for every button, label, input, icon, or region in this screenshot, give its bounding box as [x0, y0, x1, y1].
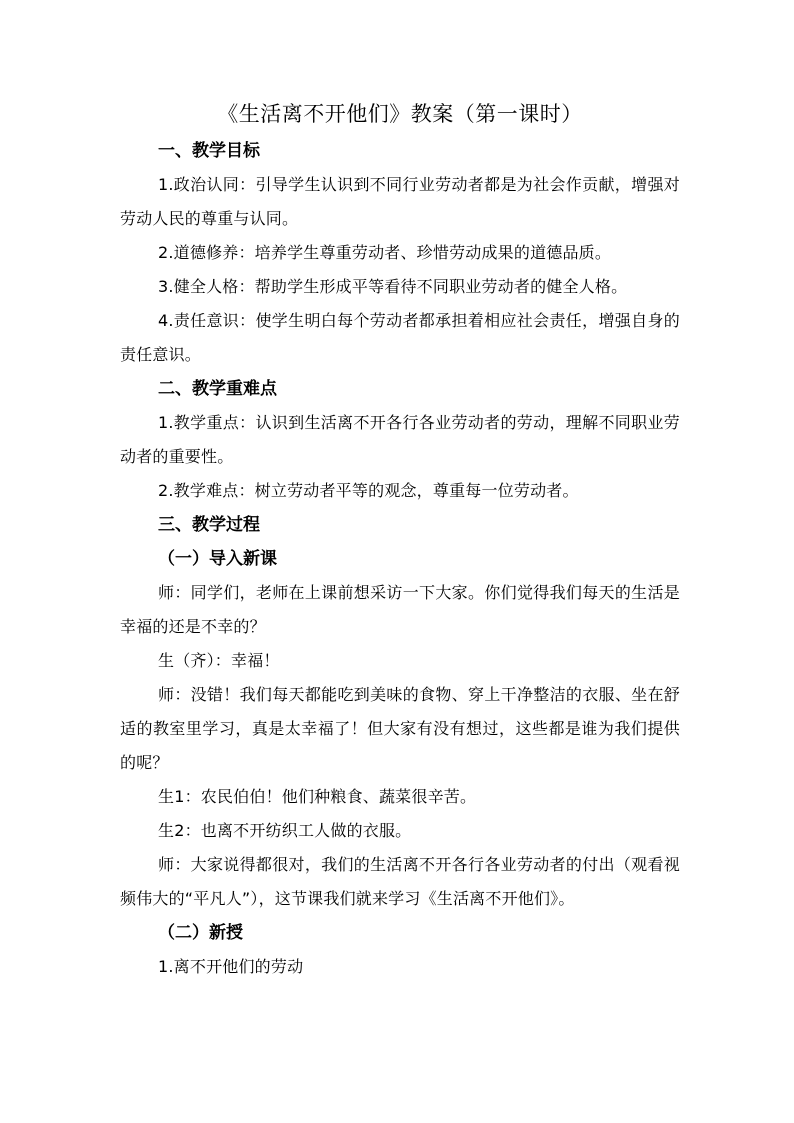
key-point-difficulty: 2.教学难点：树立劳动者平等的观念，尊重每一位劳动者。: [158, 481, 579, 500]
section-heading-key-points: 二、教学重难点: [158, 379, 277, 399]
dialogue-teacher-1: 师：同学们，老师在上课前想采访一下大家。你们觉得我们每天的生活是幸福的还是不幸的？: [120, 583, 680, 636]
objective-responsibility: 4.责任意识：使学生明白每个劳动者都承担着相应社会责任，增强自身的责任意识。: [120, 311, 680, 364]
objective-moral-cultivation: 2.道德修养：培养学生尊重劳动者、珍惜劳动成果的道德品质。: [158, 243, 612, 262]
dialogue-teacher-2: 师：没错！我们每天都能吃到美味的食物、穿上干净整洁的衣服、坐在舒适的教室里学习，真是太幸福了！但大家有没有想过，这些都是谁为我们提供的呢？: [120, 685, 680, 772]
objective-political-identity: 1.政治认同：引导学生认识到不同行业劳动者都是为社会作贡献，增强对劳动人民的尊重与认同。: [120, 175, 680, 228]
dialogue-student-a: 生1：农民伯伯！他们种粮食、蔬菜很辛苦。: [158, 787, 477, 806]
dialogue-students-1: 生（齐）：幸福！: [158, 651, 280, 670]
new-lesson-point-1: 1.离不开他们的劳动: [158, 957, 304, 976]
objective-sound-personality: 3.健全人格：帮助学生形成平等看待不同职业劳动者的健全人格。: [158, 277, 628, 296]
dialogue-teacher-3: 师：大家说得都很对，我们的生活离不开各行各业劳动者的付出（观看视频伟大的“平凡人”），这节课我们就来学习《生活离不开他们》。: [120, 855, 680, 908]
document-title: 《生活离不开他们》教案（第一课时）: [217, 102, 583, 126]
section-heading-process: 三、教学过程: [158, 515, 260, 535]
document-content: [120, 96, 680, 984]
dialogue-student-b: 生2：也离不开纺织工人做的衣服。: [158, 821, 412, 840]
subheading-new-lesson: （二）新授: [158, 923, 243, 943]
section-heading-objectives: 一、教学目标: [158, 141, 260, 161]
subheading-introduction: （一）导入新课: [158, 549, 277, 569]
key-point-focus: 1.教学重点：认识到生活离不开各行各业劳动者的劳动，理解不同职业劳动者的重要性。: [120, 413, 680, 466]
